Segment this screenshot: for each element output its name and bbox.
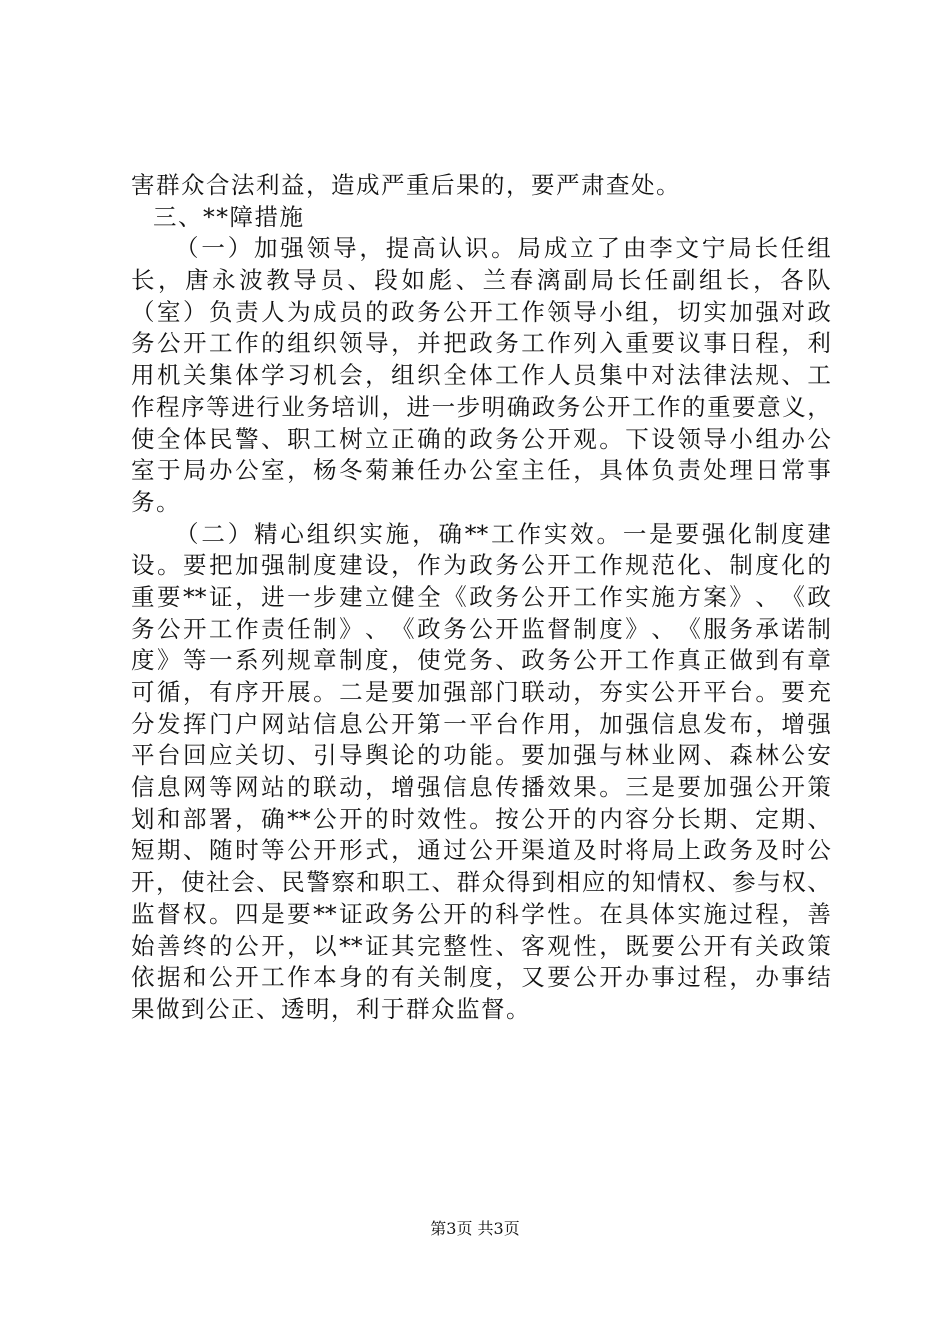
page-footer: 第3页 共3页	[430, 1219, 520, 1238]
document-line: 务 公 开 工 作 责 任 制 》 、 《 政 务 公 开 监 督 制 度 》 、 《 服 务 承 诺 制	[131, 614, 831, 643]
document-line: 平 台 回 应 关 切 、 引 导 舆 论 的 功 能 。 要 加 强 与 林 业 网 、 森 林 公 安	[131, 741, 831, 770]
document-line: 监 督 权 。 四 是 要 ** 证 政 务 公 开 的 科 学 性 。 在 具 体 实 施 过 程 ， 善	[131, 899, 831, 928]
document-line: 设 。 要 把 加 强 制 度 建 设 ， 作 为 政 务 公 开 工 作 规 范 化 、 制 度 化 的	[131, 551, 831, 580]
document-line: （ 一 ） 加 强 领 导 ， 提 高 认 识 。 局 成 立 了 由 李 文 宁 局 长 任 组	[175, 234, 831, 263]
document-line: 划 和 部 署 ， 确 ** 公 开 的 时 效 性 。 按 公 开 的 内 容 分 长 期 、 定 期 、	[131, 804, 831, 833]
document-line: 室 于 局 办 公 室 ， 杨 冬 菊 兼 任 办 公 室 主 任 ， 具 体 负 责 处 理 日 常 事	[131, 456, 831, 485]
document-body	[131, 170, 831, 1026]
document-line: 务 公 开 工 作 的 组 织 领 导 ， 并 把 政 务 工 作 列 入 重 要 议 事 日 程 ， 利	[131, 329, 831, 358]
document-line: 使 全 体 民 警 、 职 工 树 立 正 确 的 政 务 公 开 观 。 下 设 领 导 小 组 办 公	[131, 424, 831, 453]
document-line: 依 据 和 公 开 工 作 本 身 的 有 关 制 度 ， 又 要 公 开 办 事 过 程 ， 办 事 结	[131, 963, 831, 992]
document-line: 度 》 等 一 系 列 规 章 制 度 ， 使 党 务 、 政 务 公 开 工 作 真 正 做 到 有 章	[131, 646, 831, 675]
document-line: 务。	[131, 487, 181, 516]
document-line: 用 机 关 集 体 学 习 机 会 ， 组 织 全 体 工 作 人 员 集 中 对 法 律 法 规 、 工	[131, 361, 831, 390]
document-line: 分 发 挥 门 户 网 站 信 息 公 开 第 一 平 台 作 用 ， 加 强 信 息 发 布 ， 增 强	[131, 709, 831, 738]
document-line: 重 要 ** 证 ， 进 一 步 建 立 健 全 《 政 务 公 开 工 作 实 施 方 案 》 、 《 政	[131, 582, 831, 611]
document-line: 始 善 终 的 公 开 ， 以 ** 证 其 完 整 性 、 客 观 性 ， 既 要 公 开 有 关 政 策	[131, 931, 831, 960]
document-line: 可 循 ， 有 序 开 展 。 二 是 要 加 强 部 门 联 动 ， 夯 实 公 开 平 台 。 要 充	[131, 678, 831, 706]
document-line: （ 二 ） 精 心 组 织 实 施 ， 确 ** 工 作 实 效 。 一 是 要 强 化 制 度 建	[175, 519, 831, 548]
document-line: 开 ， 使 社 会 、 民 警 察 和 职 工 、 群 众 得 到 相 应 的 知 情 权 、 参 与 权 、	[131, 868, 831, 897]
document-line: （ 室 ） 负 责 人 为 成 员 的 政 务 公 开 工 作 领 导 小 组 ， 切 实 加 强 对 政	[131, 297, 831, 326]
document-line: 三、**障措施	[153, 202, 305, 231]
document-line: 作 程 序 等 进 行 业 务 培 训 ， 进 一 步 明 确 政 务 公 开 工 作 的 重 要 意 义 ，	[131, 392, 831, 421]
document-line: 短 期 、 随 时 等 公 开 形 式 ， 通 过 公 开 渠 道 及 时 将 局 上 政 务 及 时 公	[131, 836, 831, 865]
document-line: 信 息 网 等 网 站 的 联 动 ， 增 强 信 息 传 播 效 果 。 三 是 要 加 强 公 开 策	[131, 773, 831, 802]
document-line: 长 ， 唐 永 波 教 导 员 、 段 如 彪 、 兰 春 漓 副 局 长 任 副 组 长 ， 各 队	[131, 266, 831, 295]
document-line: 害群众合法利益，造成严重后果的，要严肃查处。	[131, 171, 681, 199]
document-line: 果做到公正、透明，利于群众监督。	[131, 994, 531, 1023]
